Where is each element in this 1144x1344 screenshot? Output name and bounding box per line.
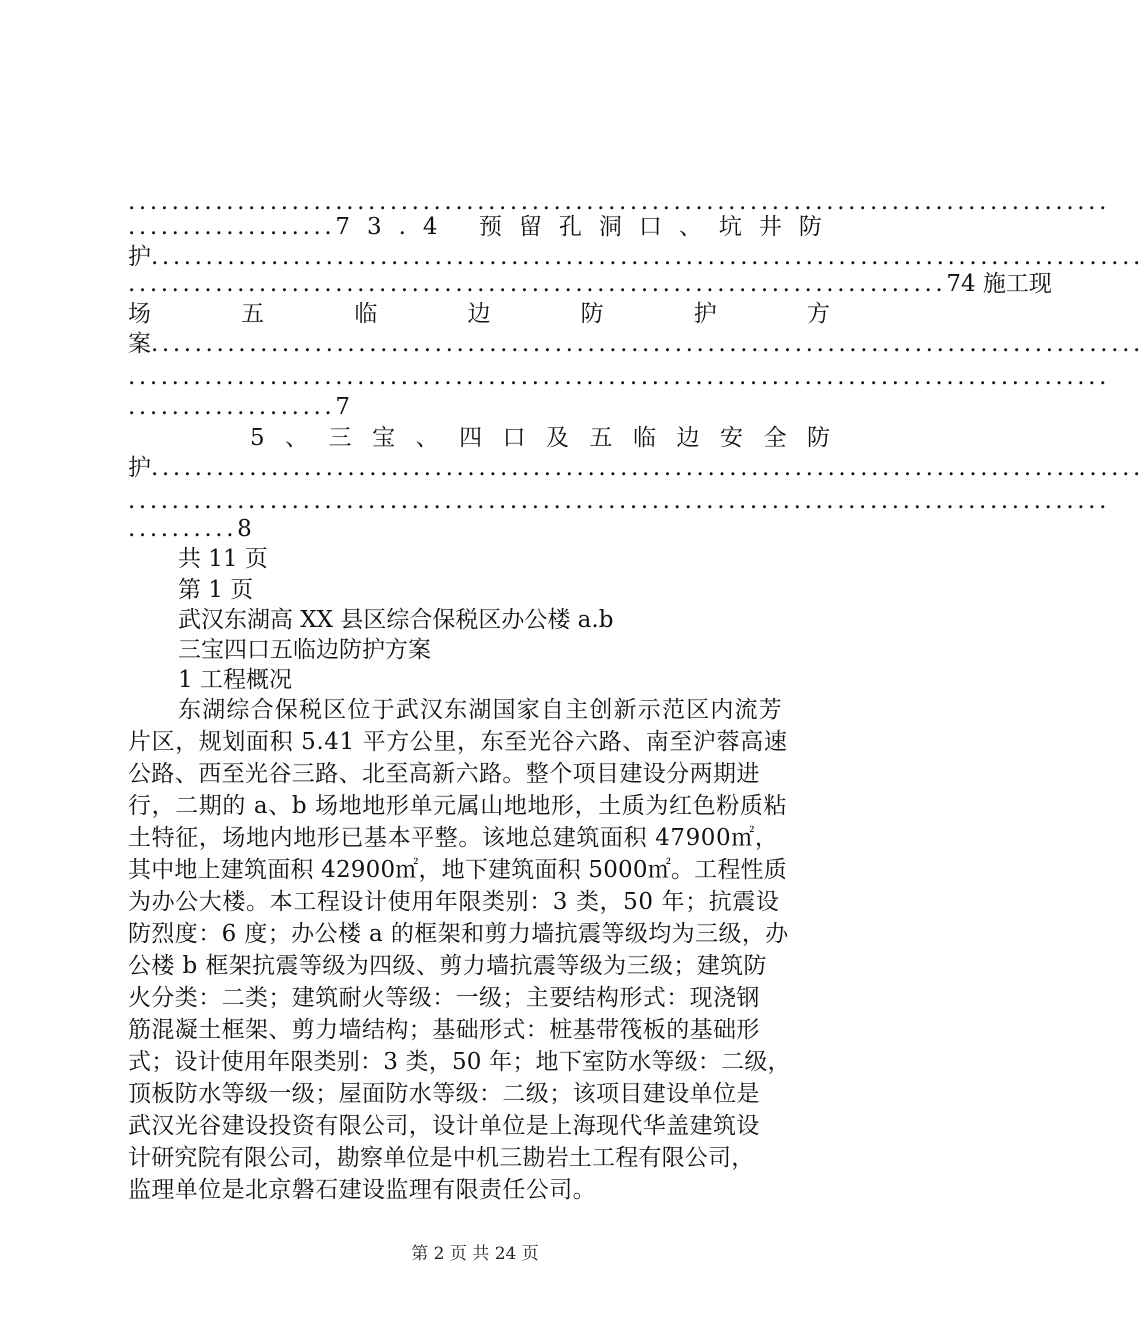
toc-char: 五 (241, 301, 265, 327)
body-line: 火分类：二类；建筑耐火等级：一级；主要结构形式：现浇钢 (128, 985, 760, 1011)
body-line: 公路、西至光谷三路、北至高新六路。整个项目建设分两期进 (128, 761, 760, 787)
body-line: 监理单位是北京磐石建设监理有限责任公司。 (128, 1177, 596, 1203)
body-line: 防烈度：6 度；办公楼 a 的框架和剪力墙抗震等级均为三级，办 (128, 921, 789, 947)
toc-entry-text: 74 施工现 (946, 271, 1052, 297)
toc-char: 全 (763, 425, 787, 451)
body-line: 为办公大楼。本工程设计使用年限类别：3 类，50 年；抗震设 (128, 889, 780, 915)
toc-leader-dots: ........................................................................................... (151, 244, 1144, 270)
body-line: 其中地上建筑面积 42900㎡，地下建筑面积 5000㎡。工程性质 (128, 857, 787, 883)
toc-char: 案 (128, 331, 151, 357)
body-line: 武汉光谷建设投资有限公司，设计单位是上海现代华盖建筑设 (128, 1113, 760, 1139)
toc-char: 方 (806, 301, 830, 327)
body-line: 计研究院有限公司，勘察单位是中机三勘岩土工程有限公司， (128, 1145, 755, 1171)
toc-char: 安 (719, 425, 743, 451)
toc-spread-line (128, 297, 830, 331)
body-line: 顶板防水等级一级；屋面防水等级：二级；该项目建设单位是 (128, 1081, 760, 1107)
toc-leader-dots: ................... (128, 394, 336, 420)
toc-char: 临 (633, 425, 656, 451)
toc-leader-dots: .......... (128, 516, 238, 542)
toc-char: 边 (467, 301, 491, 327)
toc-entry-7-4[interactable] (128, 267, 1052, 301)
toc-char: 四 (459, 425, 483, 451)
toc-char: 、 (415, 425, 439, 451)
toc-dots-line: .......................................................................................... (128, 488, 1110, 514)
toc-leader-dots: ........................................................................... (128, 271, 947, 297)
toc-entry-7-3-4[interactable] (128, 210, 839, 244)
toc-entry-text: 73.4 预留孔洞口、坑井防 (335, 214, 839, 240)
toc-char: 三 (328, 425, 352, 451)
page-footer: 第 2 页 共 24 页 (411, 1244, 539, 1264)
toc-dots-line: .......................................................................................... (128, 189, 1110, 215)
toc-char: 场 (128, 301, 151, 327)
toc-leader-dots: ........................................................................................... (151, 331, 1144, 357)
body-line: 土特征，场地内地形已基本平整。该地总建筑面积 47900㎡， (128, 825, 779, 851)
toc-char: 五 (589, 425, 613, 451)
toc-entry-5[interactable] (250, 421, 830, 455)
toc-leader-dots: ........................................................................................... (151, 455, 1144, 481)
body-line: 公楼 b 框架抗震等级为四级、剪力墙抗震等级为三级；建筑防 (128, 953, 767, 979)
body-line: 行，二期的 a、b 场地地形单元属山地地形，土质为红色粉质粘 (128, 793, 788, 819)
toc-char: 防 (580, 301, 604, 327)
body-line: 东湖综合保税区位于武汉东湖国家自主创新示范区内流芳 (178, 697, 783, 723)
toc-char: 临 (354, 301, 378, 327)
toc-char: 口 (502, 425, 526, 451)
body-line: 筋混凝土框架、剪力墙结构；基础形式：桩基带筏板的基础形 (128, 1017, 760, 1043)
toc-page-number: 7 (335, 394, 350, 420)
toc-dots-line: .......................................................................................... (128, 364, 1110, 390)
toc-char: 护 (693, 301, 717, 327)
body-line: 片区，规划面积 5.41 平方公里，东至光谷六路、南至沪蓉高速 (128, 729, 788, 755)
toc-entry-continuation (128, 451, 1144, 485)
toc-page-number: 8 (237, 516, 252, 542)
document-title-line1: 武汉东湖高 XX 县区综合保税区办公楼 a.b (178, 607, 614, 633)
toc-leader-dots: ................... (128, 214, 336, 240)
toc-char: 宝 (372, 425, 396, 451)
toc-entry-page-8[interactable] (128, 512, 830, 546)
body-line: 式；设计使用年限类别：3 类，50 年；地下室防水等级：二级， (128, 1049, 791, 1075)
toc-char: 、 (285, 425, 309, 451)
toc-char: 5 (250, 425, 265, 451)
toc-char: 护 (128, 455, 151, 481)
document-title-line2: 三宝四口五临边防护方案 (178, 637, 431, 663)
total-pages-label: 共 11 页 (178, 546, 268, 572)
toc-char: 边 (676, 425, 700, 451)
toc-entry-continuation (128, 327, 1144, 361)
toc-char: 护 (128, 244, 151, 270)
section-heading: 1 工程概况 (178, 667, 292, 693)
toc-entry-page-7[interactable] (128, 390, 830, 424)
toc-char: 及 (546, 425, 570, 451)
page-number-label: 第 1 页 (178, 577, 254, 603)
toc-char: 防 (806, 425, 830, 451)
